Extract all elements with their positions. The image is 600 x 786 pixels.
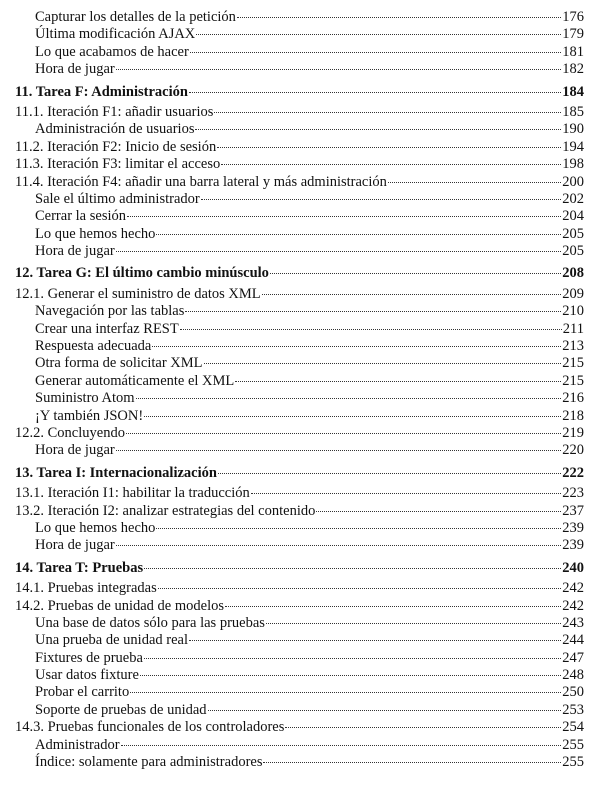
dot-leader xyxy=(185,311,561,312)
entry-page-number: 205 xyxy=(562,225,584,242)
entry-title: Hora de jugar xyxy=(35,537,115,554)
entry-page-number: 244 xyxy=(562,632,584,649)
dot-leader xyxy=(263,762,561,763)
entry-page-number: 255 xyxy=(562,754,584,771)
entry-page-number: 248 xyxy=(562,667,584,684)
toc-subsection-entry xyxy=(15,684,584,701)
toc-subsection-entry xyxy=(15,191,584,208)
entry-title: ¡Y también JSON! xyxy=(35,407,144,424)
entry-page-number: 185 xyxy=(562,103,584,120)
dot-leader xyxy=(189,640,561,641)
dot-leader xyxy=(156,234,561,235)
entry-page-number: 200 xyxy=(562,173,584,190)
toc-subsection-entry xyxy=(15,667,584,684)
dot-leader xyxy=(144,416,561,417)
dot-leader xyxy=(152,346,561,347)
dot-leader xyxy=(388,182,561,183)
toc-subsection-entry xyxy=(15,408,584,425)
entry-page-number: 211 xyxy=(562,320,584,337)
entry-title: Una base de datos sólo para las pruebas xyxy=(35,614,265,631)
entry-title: Cerrar la sesión xyxy=(35,208,126,225)
dot-leader xyxy=(201,199,562,200)
toc-section-entry xyxy=(15,425,584,442)
entry-page-number: 176 xyxy=(562,9,584,25)
dot-leader xyxy=(208,710,562,711)
dot-leader xyxy=(237,17,561,18)
toc-section-entry xyxy=(15,580,584,597)
dot-leader xyxy=(116,450,562,451)
entry-page-number: 250 xyxy=(562,684,584,701)
toc-subsection-entry xyxy=(15,650,584,667)
dot-leader xyxy=(235,381,561,382)
entry-page-number: 202 xyxy=(562,190,584,207)
entry-title: 14.2. Pruebas de unidad de modelos xyxy=(15,597,225,614)
entry-page-number: 213 xyxy=(562,338,584,355)
table-of-contents xyxy=(15,9,584,771)
entry-title: Una prueba de unidad real xyxy=(35,632,188,649)
entry-page-number: 219 xyxy=(562,424,584,441)
dot-leader xyxy=(180,329,562,330)
dot-leader xyxy=(196,34,561,35)
entry-title: 12.1. Generar el suministro de datos XML xyxy=(15,285,261,302)
entry-title: Índice: solamente para administradores xyxy=(35,754,263,771)
entry-title: Navegación por las tablas xyxy=(35,303,185,320)
entry-title: 11.4. Iteración F4: añadir una barra lateral y más administración xyxy=(15,173,387,190)
toc-section-entry xyxy=(15,104,584,121)
toc-subsection-entry xyxy=(15,390,584,407)
entry-title: Lo que hemos hecho xyxy=(35,225,156,242)
dot-leader xyxy=(126,433,561,434)
dot-leader xyxy=(251,493,562,494)
entry-title: Suministro Atom xyxy=(35,390,135,407)
dot-leader xyxy=(127,216,561,217)
dot-leader xyxy=(136,398,562,399)
entry-title: Capturar los detalles de la petición xyxy=(35,9,236,25)
entry-title: 14. Tarea T: Pruebas xyxy=(15,559,144,576)
entry-title: 14.1. Pruebas integradas xyxy=(15,580,157,597)
entry-page-number: 220 xyxy=(562,442,584,459)
entry-page-number: 247 xyxy=(562,649,584,666)
toc-subsection-entry xyxy=(15,226,584,243)
toc-subsection-entry xyxy=(15,537,584,554)
dot-leader xyxy=(144,568,561,569)
toc-section-entry xyxy=(15,174,584,191)
entry-title: 11.2. Iteración F2: Inicio de sesión xyxy=(15,138,217,155)
toc-subsection-entry xyxy=(15,632,584,649)
dot-leader xyxy=(218,473,561,474)
dot-leader xyxy=(225,606,561,607)
entry-title: Administración de usuarios xyxy=(35,121,195,138)
entry-page-number: 216 xyxy=(562,390,584,407)
entry-title: Probar el carrito xyxy=(35,684,130,701)
dot-leader xyxy=(285,727,561,728)
entry-page-number: 222 xyxy=(562,464,584,481)
dot-leader xyxy=(116,251,562,252)
entry-page-number: 198 xyxy=(562,156,584,173)
dot-leader xyxy=(140,675,561,676)
dot-leader xyxy=(121,745,562,746)
entry-title: 13.2. Iteración I2: analizar estrategias del contenido xyxy=(15,502,316,519)
toc-section-entry xyxy=(15,139,584,156)
toc-subsection-entry xyxy=(15,61,584,78)
dot-leader xyxy=(316,511,561,512)
toc-subsection-entry xyxy=(15,208,584,225)
entry-page-number: 190 xyxy=(562,121,584,138)
dot-leader xyxy=(221,164,561,165)
toc-section-entry xyxy=(15,156,584,173)
toc-subsection-entry xyxy=(15,754,584,771)
toc-chapter-entry xyxy=(15,560,584,577)
entry-page-number: 255 xyxy=(562,736,584,753)
toc-subsection-entry xyxy=(15,737,584,754)
entry-page-number: 239 xyxy=(562,519,584,536)
dot-leader xyxy=(144,658,561,659)
entry-page-number: 237 xyxy=(562,502,584,519)
entry-page-number: 242 xyxy=(562,597,584,614)
toc-subsection-entry xyxy=(15,26,584,43)
entry-title: Soporte de pruebas de unidad xyxy=(35,701,207,718)
dot-leader xyxy=(190,52,561,53)
entry-page-number: 209 xyxy=(562,285,584,302)
entry-title: 12.2. Concluyendo xyxy=(15,424,125,441)
toc-subsection-entry xyxy=(15,442,584,459)
dot-leader xyxy=(214,112,561,113)
toc-subsection-entry xyxy=(15,520,584,537)
entry-title: Fixtures de prueba xyxy=(35,649,143,666)
dot-leader xyxy=(266,623,561,624)
dot-leader xyxy=(262,294,562,295)
entry-title: 11.1. Iteración F1: añadir usuarios xyxy=(15,103,214,120)
entry-page-number: 204 xyxy=(562,208,584,225)
entry-page-number: 253 xyxy=(562,701,584,718)
toc-section-entry xyxy=(15,503,584,520)
entry-page-number: 208 xyxy=(562,265,584,282)
entry-page-number: 179 xyxy=(562,26,584,43)
toc-subsection-entry xyxy=(15,243,584,260)
dot-leader xyxy=(158,588,562,589)
entry-title: Hora de jugar xyxy=(35,442,115,459)
toc-section-entry xyxy=(15,719,584,736)
toc-chapter-entry xyxy=(15,465,584,482)
entry-page-number: 254 xyxy=(562,719,584,736)
dot-leader xyxy=(116,545,562,546)
dot-leader xyxy=(189,92,561,93)
toc-subsection-entry xyxy=(15,702,584,719)
entry-page-number: 239 xyxy=(562,537,584,554)
entry-page-number: 242 xyxy=(562,580,584,597)
entry-page-number: 205 xyxy=(562,243,584,260)
entry-title: 14.3. Pruebas funcionales de los controladores xyxy=(15,719,285,736)
entry-title: Crear una interfaz REST xyxy=(35,320,179,337)
entry-title: Administrador xyxy=(35,736,120,753)
toc-subsection-entry xyxy=(15,373,584,390)
entry-page-number: 243 xyxy=(562,614,584,631)
entry-page-number: 184 xyxy=(562,83,584,100)
toc-section-entry xyxy=(15,286,584,303)
entry-title: Sale el último administrador xyxy=(35,190,200,207)
dot-leader xyxy=(270,273,561,274)
entry-title: 11.3. Iteración F3: limitar el acceso xyxy=(15,156,221,173)
dot-leader xyxy=(130,692,561,693)
dot-leader xyxy=(195,129,561,130)
entry-page-number: 210 xyxy=(562,303,584,320)
entry-title: Lo que acabamos de hacer xyxy=(35,43,189,60)
dot-leader xyxy=(116,69,562,70)
dot-leader xyxy=(156,528,561,529)
entry-title: Generar automáticamente el XML xyxy=(35,372,235,389)
entry-title: 13.1. Iteración I1: habilitar la traducción xyxy=(15,485,250,502)
toc-chapter-entry xyxy=(15,265,584,282)
entry-title: 13. Tarea I: Internacionalización xyxy=(15,464,217,481)
toc-subsection-entry xyxy=(15,355,584,372)
entry-page-number: 223 xyxy=(562,485,584,502)
toc-subsection-entry xyxy=(15,303,584,320)
toc-subsection-entry xyxy=(15,615,584,632)
entry-title: 12. Tarea G: El último cambio minúsculo xyxy=(15,265,269,282)
entry-page-number: 240 xyxy=(562,559,584,576)
entry-title: Lo que hemos hecho xyxy=(35,519,156,536)
toc-subsection-entry xyxy=(15,338,584,355)
dot-leader xyxy=(217,147,561,148)
entry-page-number: 215 xyxy=(562,372,584,389)
entry-page-number: 181 xyxy=(562,43,584,60)
dot-leader xyxy=(204,363,562,364)
toc-section-entry xyxy=(15,485,584,502)
toc-subsection-entry xyxy=(15,321,584,338)
entry-page-number: 215 xyxy=(562,355,584,372)
toc-chapter-entry xyxy=(15,84,584,101)
toc-subsection-entry xyxy=(15,9,584,26)
entry-title: Otra forma de solicitar XML xyxy=(35,355,203,372)
entry-title: Hora de jugar xyxy=(35,243,115,260)
toc-section-entry xyxy=(15,598,584,615)
entry-page-number: 194 xyxy=(562,138,584,155)
entry-title: Última modificación AJAX xyxy=(35,26,196,43)
entry-page-number: 182 xyxy=(562,61,584,78)
entry-title: Usar datos fixture xyxy=(35,667,139,684)
toc-subsection-entry xyxy=(15,121,584,138)
entry-title: Respuesta adecuada xyxy=(35,338,152,355)
entry-title: 11. Tarea F: Administración xyxy=(15,83,188,100)
entry-page-number: 218 xyxy=(562,407,584,424)
entry-title: Hora de jugar xyxy=(35,61,115,78)
toc-subsection-entry xyxy=(15,44,584,61)
